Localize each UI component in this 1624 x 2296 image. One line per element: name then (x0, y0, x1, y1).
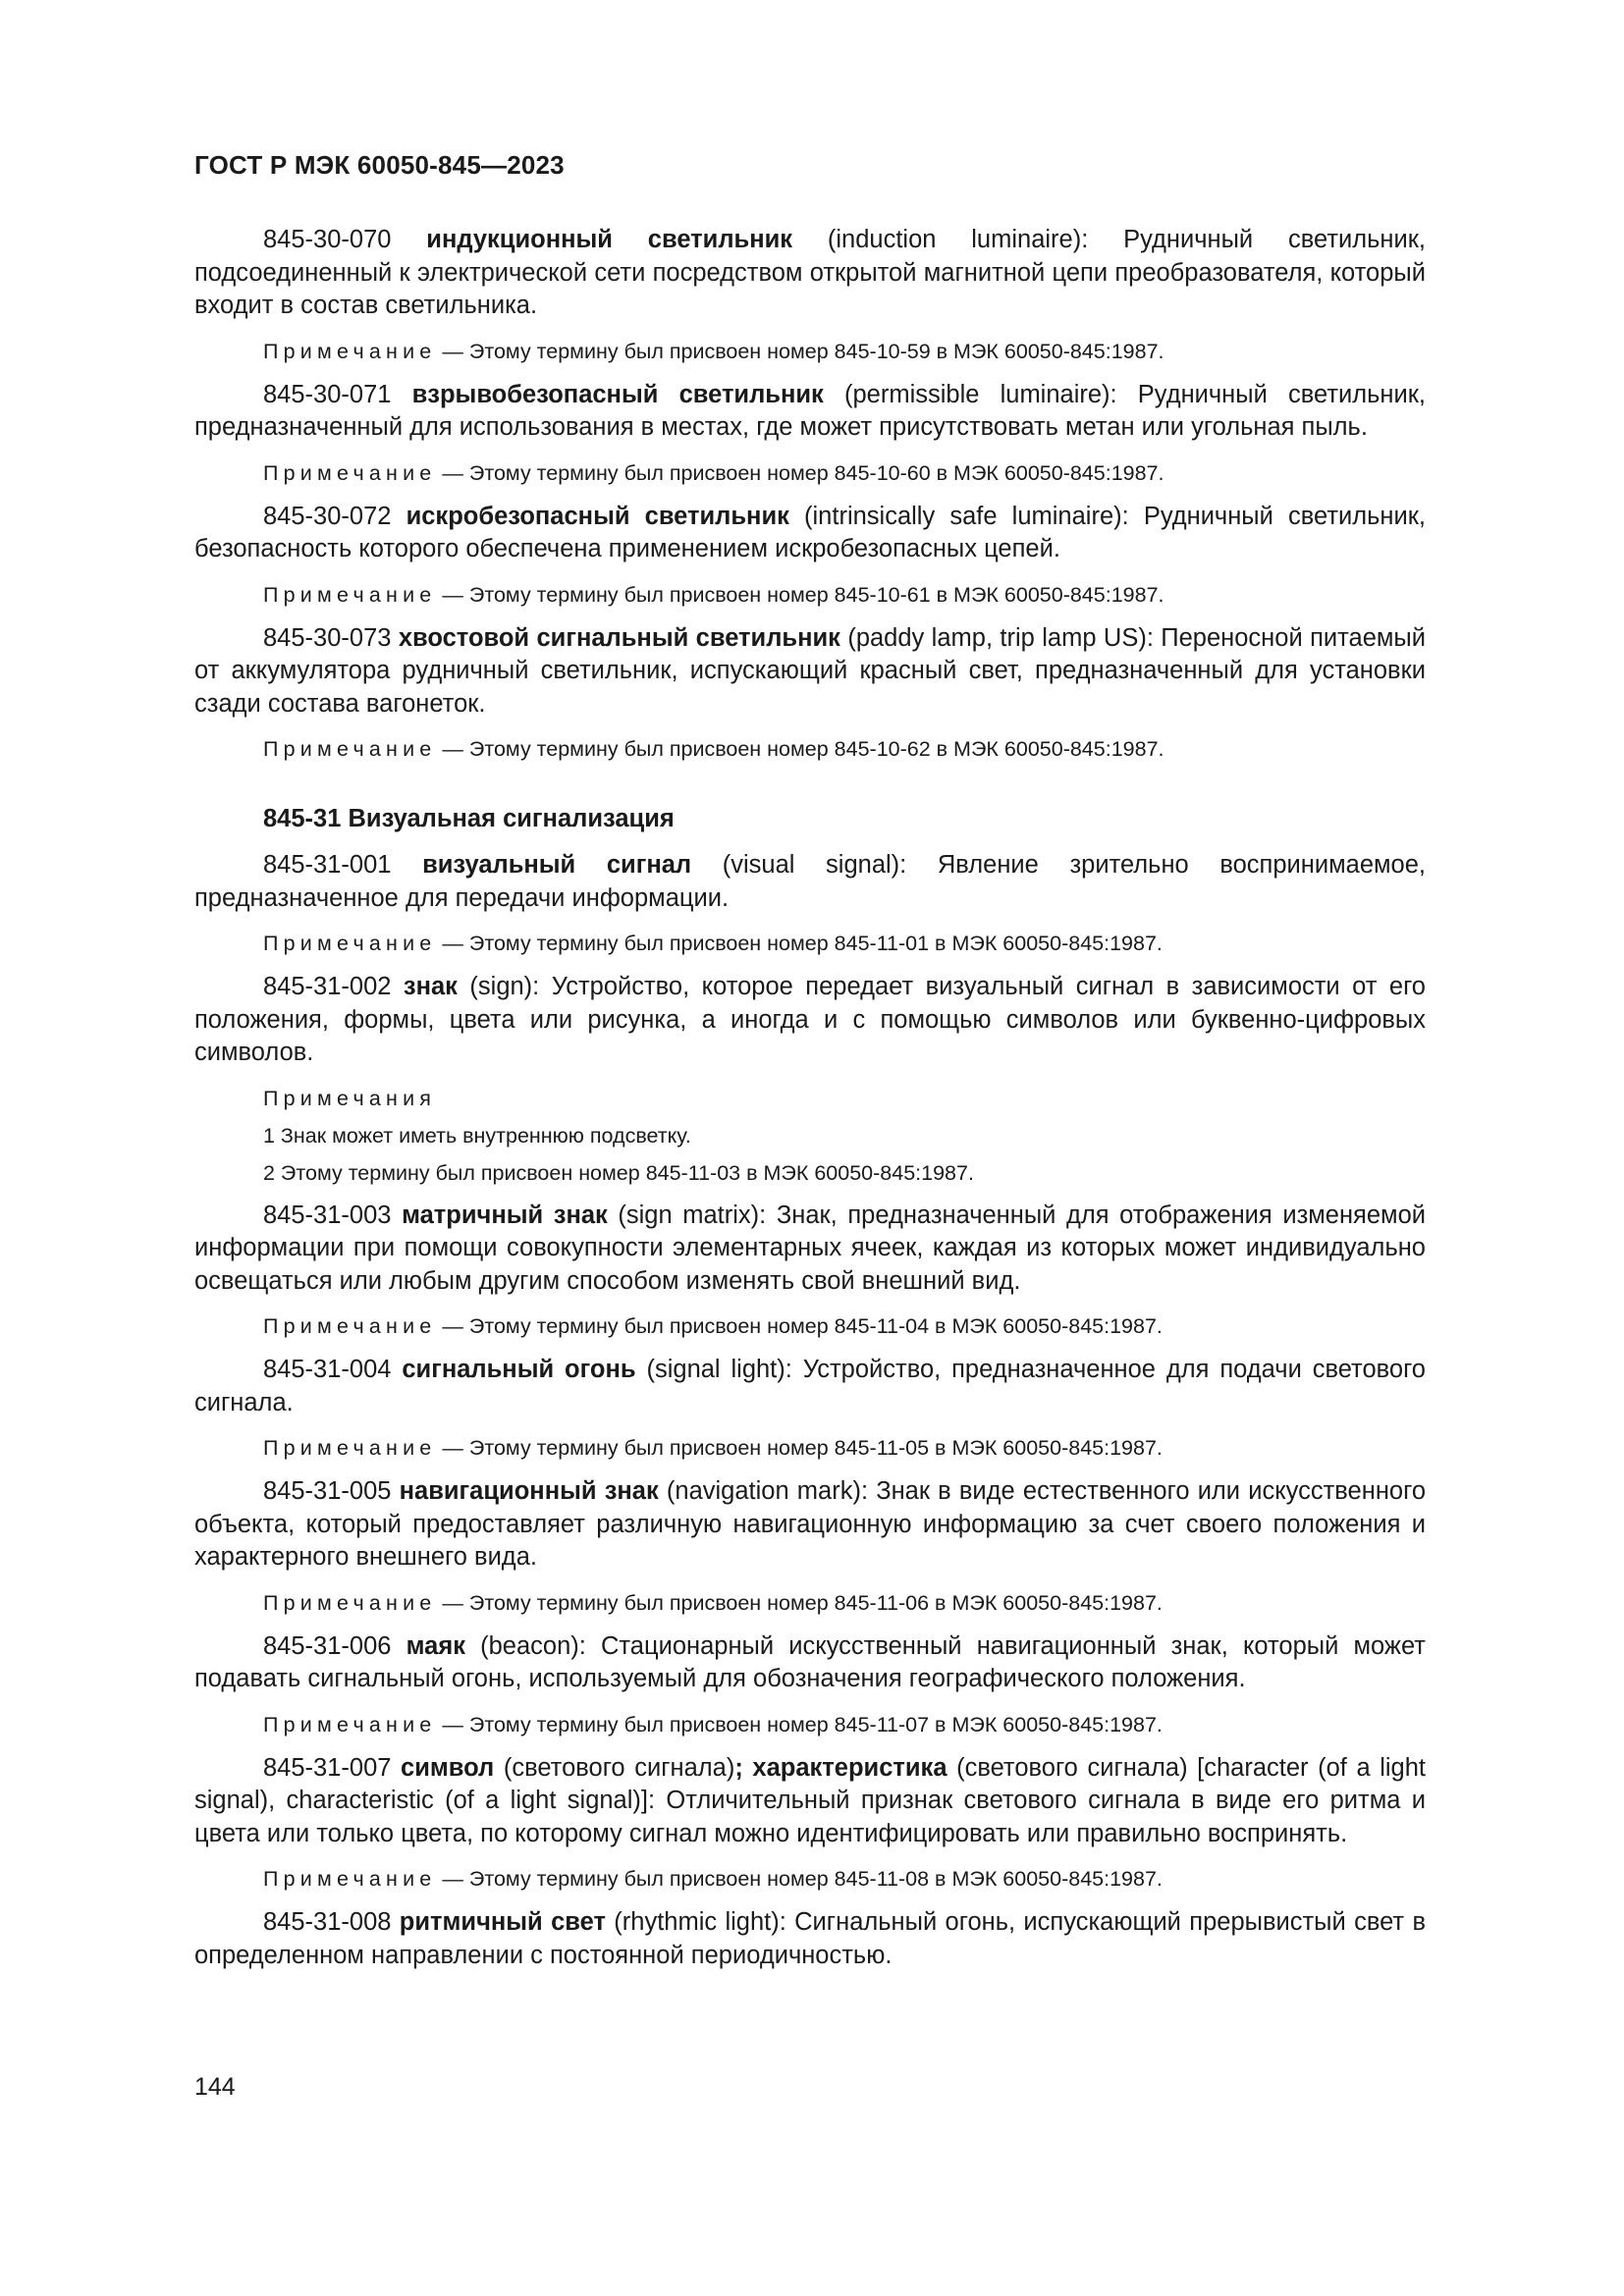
term-entry (194, 622, 1426, 721)
note-text: — Этому термину был присвоен номер 845-10-60 в МЭК 60050-845:1987. (436, 460, 1164, 485)
term-entry (194, 1906, 1426, 1972)
note-label: Примечание (263, 460, 437, 485)
term-note (263, 929, 1426, 958)
term-definition: (visual signal): Явление зрительно воспринимаемое, предназначенное для передачи информации. (194, 851, 1426, 912)
term-code: 845-30-073 (263, 623, 392, 652)
term-name-alt: характеристика (742, 1753, 947, 1782)
term-entry (194, 1752, 1426, 1851)
note-text: — Этому термину был присвоен номер 845-11-04 в МЭК 60050-845:1987. (436, 1314, 1163, 1338)
note-text: — Этому термину был присвоен номер 845-11-07 в МЭК 60050-845:1987. (436, 1712, 1163, 1736)
term-note (263, 734, 1426, 764)
note-text: — Этому термину был присвоен номер 845-11-06 в МЭК 60050-845:1987. (436, 1590, 1163, 1615)
note-label: Примечание (263, 339, 437, 363)
term-note (263, 1433, 1426, 1463)
term-definition: (signal light): Устройство, предназначенное для подачи светового сигнала. (194, 1356, 1426, 1416)
term-entry (194, 224, 1426, 323)
term-definition: (sign): Устройство, которое передает визуальный сигнал в зависимости от его положения, формы, цвета или рисунка, а иногда и с помощью символов или буквенно-цифровых символов. (194, 973, 1426, 1066)
term-name: взрывобезопасный светильник (411, 380, 824, 408)
term-separator: ; (734, 1753, 743, 1782)
note-label: Примечание (263, 1867, 437, 1891)
term-entry (194, 971, 1426, 1070)
term-name: индукционный светильник (426, 226, 793, 253)
term-code: 845-31-004 (263, 1356, 392, 1383)
term-entry (194, 1475, 1426, 1575)
term-name: маяк (406, 1631, 465, 1660)
term-note (263, 1864, 1426, 1894)
note-label: Примечание (263, 582, 437, 607)
term-note (263, 1588, 1426, 1618)
term-entry (194, 1200, 1426, 1299)
term-definition: (paddy lamp, trip lamp US): Переносной питаемый от аккумулятора рудничный светильник, испускающий красный свет, предназначенный для установки сзади состава вагонеток. (194, 623, 1426, 718)
note-text: — Этому термину был присвоен номер 845-11-08 в МЭК 60050-845:1987. (436, 1867, 1163, 1891)
note-label: Примечание (263, 1590, 437, 1615)
term-code: 845-30-072 (263, 502, 392, 530)
term-definition: (rhythmic light): Сигнальный огонь, испускающий прерывистый свет в определенном направлении с постоянной периодичностью. (194, 1908, 1426, 1969)
term-qualifier: (светового сигнала) (494, 1753, 735, 1782)
document-header: ГОСТ Р МЭК 60050-845—2023 (194, 150, 565, 180)
term-entry (194, 849, 1426, 915)
page-content (194, 224, 1426, 1986)
note-label: Примечание (263, 1436, 437, 1460)
term-entry (194, 501, 1426, 566)
term-definition: (navigation mark): Знак в виде естественного или искусственного объекта, который предоставляет различную навигационную информацию за счет своего положения и характерного внешнего вида. (194, 1477, 1427, 1571)
note-text: — Этому термину был присвоен номер 845-10-61 в МЭК 60050-845:1987. (436, 582, 1164, 607)
term-code: 845-31-001 (263, 851, 392, 879)
term-definition: (induction luminaire): Рудничный светильник, подсоединенный к электрической сети посредством открытой магнитной цепи преобразователя, который входит в состав светильника. (194, 226, 1426, 319)
term-definition: (beacon): Стационарный искусственный навигационный знак, который может подавать сигнальный огонь, используемый для обозначения географического положения. (194, 1631, 1426, 1692)
term-note (263, 1710, 1426, 1739)
note-label: Примечание (263, 1314, 437, 1338)
note-item: 1 Знак может иметь внутреннюю подсветку. (263, 1123, 691, 1148)
term-name: символ (401, 1753, 495, 1782)
term-entry (194, 1354, 1426, 1419)
term-code: 845-31-005 (263, 1477, 392, 1505)
term-name: искробезопасный светильник (406, 502, 789, 530)
term-entry (194, 1630, 1426, 1696)
term-definition: (permissible luminaire): Рудничный светильник, предназначенный для использования в местах, где может присутствовать метан или угольная пыль. (194, 380, 1426, 441)
term-note (263, 458, 1426, 488)
term-note (263, 337, 1426, 366)
term-code: 845-31-008 (263, 1908, 392, 1936)
note-text: — Этому термину был присвоен номер 845-10-62 в МЭК 60050-845:1987. (436, 737, 1164, 761)
note-label: Примечание (263, 1712, 437, 1736)
term-code: 845-30-070 (263, 226, 392, 253)
term-name: сигнальный огонь (402, 1356, 636, 1383)
term-name: визуальный сигнал (422, 851, 692, 879)
term-name: навигационный знак (399, 1477, 659, 1505)
term-code: 845-31-006 (263, 1631, 392, 1660)
note-item: 2 Этому термину был присвоен номер 845-11-03 в МЭК 60050-845:1987. (263, 1160, 974, 1185)
page-number: 144 (194, 2073, 236, 2101)
term-note (263, 580, 1426, 610)
term-code: 845-31-003 (263, 1201, 392, 1229)
note-text: — Этому термину был присвоен номер 845-11-05 в МЭК 60050-845:1987. (436, 1436, 1163, 1460)
term-code: 845-31-007 (263, 1753, 392, 1782)
term-definition: (intrinsically safe luminaire): Рудничный светильник, безопасность которого обеспечена применением искробезопасных цепей. (194, 502, 1426, 562)
term-name: ритмичный свет (399, 1908, 606, 1936)
term-code: 845-31-002 (263, 973, 392, 1000)
term-name: матричный знак (402, 1201, 608, 1229)
term-note (263, 1311, 1426, 1341)
term-name: знак (403, 973, 458, 1000)
notes-label: Примечания (263, 1086, 437, 1110)
term-definition: (sign matrix): Знак, предназначенный для отображения изменяемой информации при помощи совокупности элементарных ячеек, каждая из которых может индивидуально освещаться или любым другим способом изменять свой внешний вид. (194, 1201, 1426, 1295)
note-label: Примечание (263, 932, 437, 955)
term-definition: (светового сигнала) [character (of a light signal), characteristic (of a light signal)]: Отличительный признак светового сигнала в виде его ритма и цвета или только цвета, по которому сигнал можно идентифицировать или правильно воспринять. (194, 1753, 1426, 1847)
term-entry (194, 379, 1426, 445)
note-text: — Этому термину был присвоен номер 845-10-59 в МЭК 60050-845:1987. (436, 339, 1164, 363)
term-name: хвостовой сигнальный светильник (398, 623, 840, 652)
section-heading: 845-31 Визуальная сигнализация (263, 805, 675, 832)
note-text: — Этому термину был присвоен номер 845-11-01 в МЭК 60050-845:1987. (436, 932, 1163, 955)
term-code: 845-30-071 (263, 380, 392, 408)
notes-block (263, 1084, 1426, 1188)
note-label: Примечание (263, 737, 437, 761)
